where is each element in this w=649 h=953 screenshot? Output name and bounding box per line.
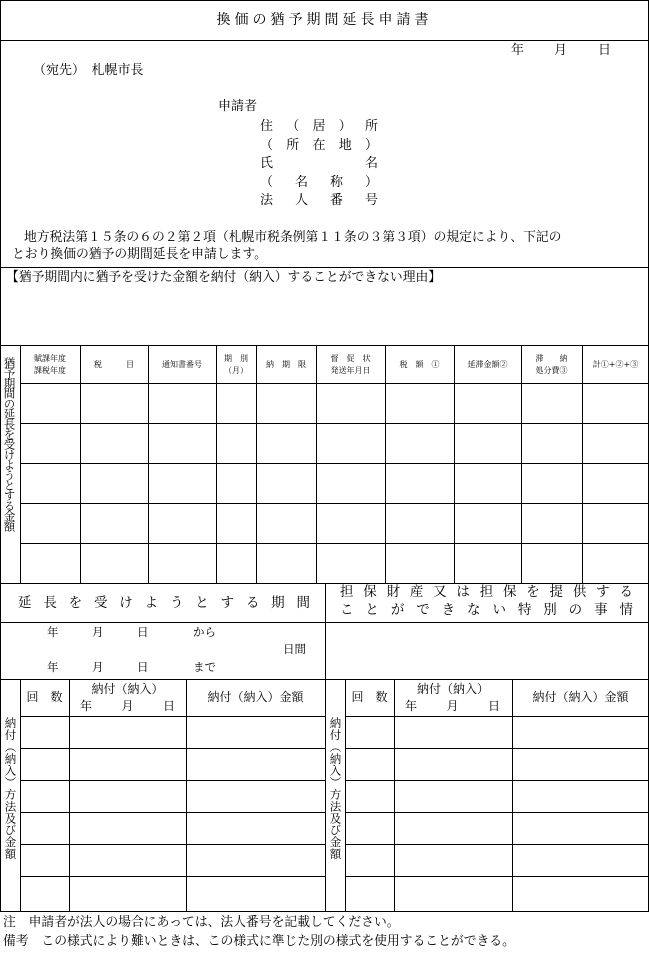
application-year-label: 年 xyxy=(511,43,525,58)
tax-table-col-line xyxy=(216,345,217,583)
collateral-heading-line-2: こ と が で き な い 特 別 の 事 情 xyxy=(340,602,633,618)
left-payment-amount-header: 納付（納入）金額 xyxy=(207,690,304,704)
header-tax-item: 税 目 xyxy=(94,360,134,369)
period-from-month: 月 xyxy=(92,625,104,639)
header-disposition-cost: 滞 納 処分費③ xyxy=(535,354,568,375)
collateral-heading-line xyxy=(325,622,649,623)
applicant-location-label: （ 所 在 地 ） xyxy=(260,138,378,153)
left-payment-row-line xyxy=(20,876,325,877)
application-day-label: 日 xyxy=(598,43,612,58)
header-late-fee: 延滞金額② xyxy=(467,360,508,369)
left-payment-row-line xyxy=(20,844,325,845)
left-payment-col-line xyxy=(186,679,187,912)
period-from-day: 日 xyxy=(137,625,149,639)
lower-center-divider xyxy=(325,583,326,912)
right-payment-row-line xyxy=(345,780,649,781)
period-heading-line xyxy=(0,622,325,623)
reason-heading: 【猶予期間内に猶予を受けた金額を納付（納入）することができない理由】 xyxy=(6,270,442,285)
header-tax-amount: 税 額 ① xyxy=(399,360,440,369)
right-payment-date-header: 納付（納入） xyxy=(416,682,489,696)
header-notice-number: 通知書番号 xyxy=(162,360,202,369)
left-payment-header-line xyxy=(20,716,325,717)
tax-table-side-label: 猶予期間の延長を受けようとする金額 xyxy=(2,357,17,531)
right-payment-count-header: 回 数 xyxy=(351,690,388,704)
applicant-corp-number-label: 法 人 番 号 xyxy=(260,193,378,208)
right-payment-row-line xyxy=(345,748,649,749)
header-assessment-year: 賦課年度 課税年度 xyxy=(34,354,66,375)
tax-table-header-line xyxy=(20,383,649,384)
tax-table-col-line xyxy=(521,345,522,583)
left-payment-row-line xyxy=(20,812,325,813)
addressee: （宛先） 札幌市長 xyxy=(33,63,144,78)
header-total: 計①+②+③ xyxy=(592,360,639,369)
tax-table-row-line xyxy=(20,463,649,464)
applicant-name-label: 氏 名 xyxy=(260,156,378,171)
remark: 備考 この様式により難いときは、この様式に準じた別の様式を使用することができる。 xyxy=(3,934,515,949)
footnote: 注 申請者が法人の場合にあっては、法人番号を記載してください。 xyxy=(3,915,400,930)
period-to-month: 月 xyxy=(92,660,104,674)
period-to-year: 年 xyxy=(47,660,59,674)
payment-tables-top-line xyxy=(0,679,649,680)
left-payment-side-label: 納付（納入）方法及び金額 xyxy=(3,717,18,860)
applicant-corp-name-label: （ 名 称 ） xyxy=(260,175,378,190)
right-payment-row-line xyxy=(345,844,649,845)
left-payment-sidebar-line xyxy=(20,679,21,912)
application-month-label: 月 xyxy=(554,43,568,58)
left-payment-row-line xyxy=(20,748,325,749)
statement-line-1: 地方税法第１５条の６の２第２項（札幌市税条例第１１条の３第３項）の規定により、下記の xyxy=(24,230,562,245)
period-from-label: から xyxy=(193,625,216,639)
right-payment-col-line xyxy=(512,679,513,912)
tax-table-col-line xyxy=(385,345,386,583)
period-heading: 延 長 を 受 け よ う と す る 期 間 xyxy=(18,595,310,611)
right-payment-date-subheader: 年 月 日 xyxy=(405,699,500,713)
applicant-label: 申請者 xyxy=(218,99,258,114)
period-to-label: まで xyxy=(193,660,216,674)
left-payment-date-subheader: 年 月 日 xyxy=(80,699,175,713)
applicant-address-label: 住 （ 居 ） 所 xyxy=(260,119,378,134)
tax-table-col-line xyxy=(454,345,455,583)
right-payment-side-label: 納付（納入）方法及び金額 xyxy=(328,717,343,860)
right-payment-row-line xyxy=(345,812,649,813)
tax-table-row-line xyxy=(20,503,649,504)
period-days-label: 日間 xyxy=(283,642,306,656)
tax-table-col-line xyxy=(80,345,81,583)
period-from-year: 年 xyxy=(47,625,59,639)
left-payment-col-line xyxy=(69,679,70,912)
reason-bottom-divider xyxy=(0,345,649,346)
tax-table-col-line xyxy=(582,345,583,583)
left-payment-date-header: 納付（納入） xyxy=(91,682,164,696)
right-payment-row-line xyxy=(345,876,649,877)
title-divider xyxy=(0,40,649,41)
collateral-heading-line-1: 担 保 財 産 又 は 担 保 を 提 供 す る xyxy=(340,584,633,600)
tax-table-col-line xyxy=(316,345,317,583)
header-period: 期 別 （月） xyxy=(224,354,248,375)
reason-top-divider xyxy=(0,267,649,268)
left-payment-row-line xyxy=(20,780,325,781)
header-demand-notice-date: 督 促 状 発送年月日 xyxy=(330,354,371,375)
tax-table-sidebar-line xyxy=(20,345,21,583)
statement-line-2: とおり換価の猶予の期間延長を申請します。 xyxy=(12,247,267,262)
tax-table-col-line xyxy=(148,345,149,583)
form-title: 換価の猶予期間延長申請書 xyxy=(216,12,433,28)
right-payment-amount-header: 納付（納入）金額 xyxy=(532,690,629,704)
right-payment-header-line xyxy=(345,716,649,717)
header-due-date: 納 期 限 xyxy=(266,360,306,369)
period-to-day: 日 xyxy=(137,660,149,674)
tax-table-col-line xyxy=(256,345,257,583)
right-payment-sidebar-line xyxy=(345,679,346,912)
left-payment-count-header: 回 数 xyxy=(26,690,63,704)
tax-table-row-line xyxy=(20,543,649,544)
right-payment-col-line xyxy=(394,679,395,912)
tax-table-row-line xyxy=(20,423,649,424)
